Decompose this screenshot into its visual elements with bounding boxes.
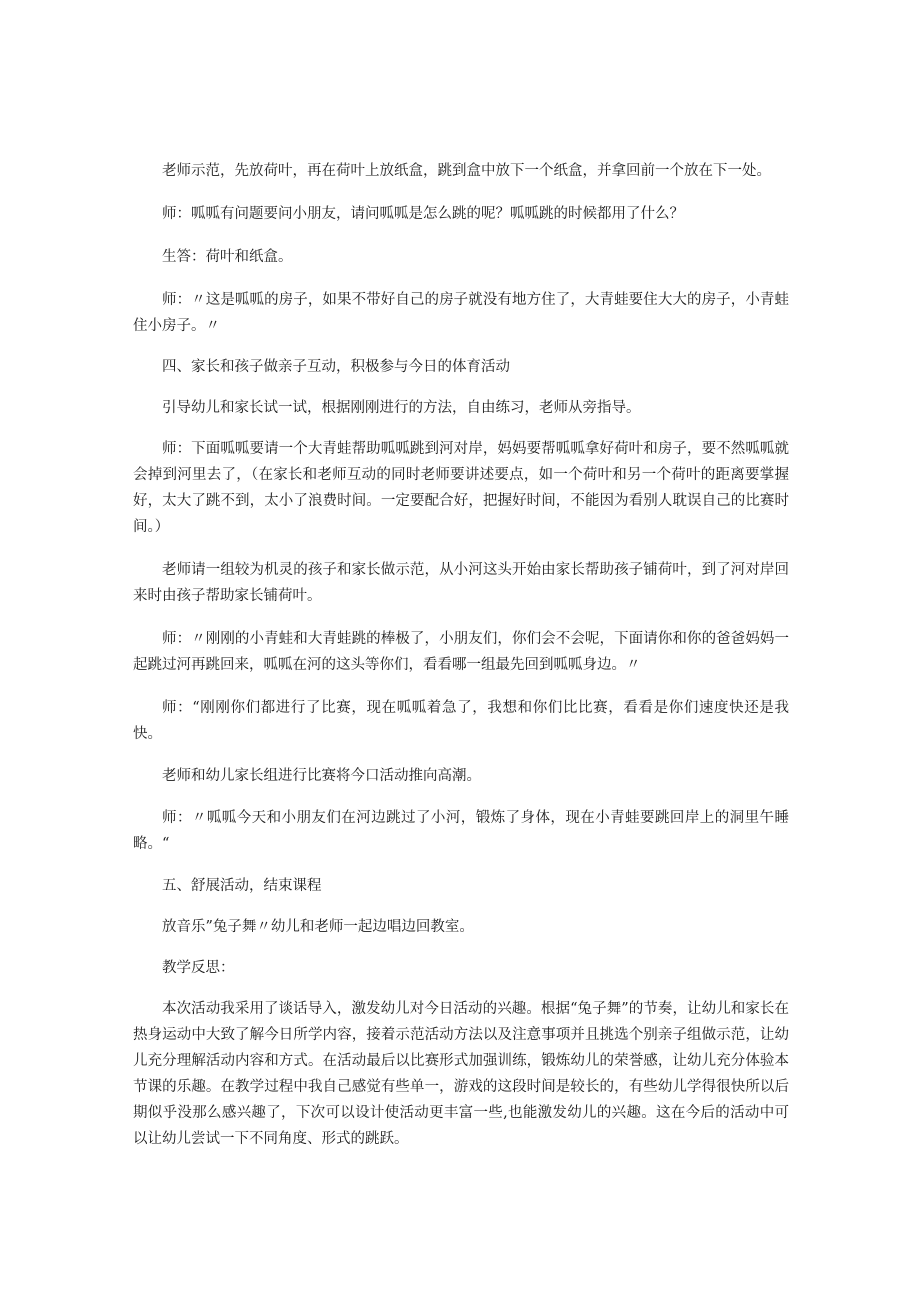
paragraph-praise: 师：〃刚刚的小青蛙和大青蛙跳的棒极了，小朋友们，你们会不会呢，下面请你和你的爸爸妈妈一起跳过河再跳回来，呱呱在河的这头等你们，看看哪一组最先回到呱呱身边。〃 <box>133 631 789 673</box>
paragraph-reflection: 本次活动我采用了谈话导入，激发幼儿对今日活动的兴趣。根据“兔子舞”的节奏，让幼儿和家长在热身运动中大致了解今日所学内容，接着示范活动方法以及注意事项并且挑选个别亲子组做示范，让幼儿充分理解活动内容和方式。在活动最后以比赛形式加强训练，锻炼幼儿的荣誉感，让幼儿充分体验本节课的乐趣。在教学过程中我自己感觉有些单一，游戏的这段时间是较长的，有些幼儿学得很快所以后期似乎没那么感兴趣了，下次可以设计使活动更丰富一些,也能激发幼儿的兴趣。这在今后的活动中可以让幼儿尝试一下不同角度、形式的跳跃。 <box>133 1001 789 1147</box>
paragraph-race: 师：“刚刚你们都进行了比赛，现在呱呱着急了，我想和你们比比赛，看看是你们速度快还是我快。 <box>133 700 789 742</box>
paragraph-demo: 老师示范，先放荷叶，再在荷叶上放纸盒，跳到盒中放下一个纸盒，并拿回前一个放在下一处。 <box>162 163 771 179</box>
paragraph-climax: 老师和幼儿家长组进行比赛将今口活动推向高潮。 <box>162 768 481 784</box>
paragraph-guide: 引导幼儿和家长试一试，根据刚刚进行的方法，自由练习，老师从旁指导。 <box>162 400 641 416</box>
heading-section-five: 五、舒展活动，结束课程 <box>162 878 322 894</box>
document-page <box>133 158 789 1152</box>
paragraph-house: 师：〃这是呱呱的房子，如果不带好自己的房子就没有地方住了，大青蛙要住大大的房子，小青蛙住小房子。〃 <box>133 292 789 334</box>
paragraph-nap: 师：〃呱呱今天和小朋友们在河边跳过了小河，锻炼了身体，现在小青蛙要跳回岸上的洞里午睡略。“ <box>133 810 789 852</box>
heading-section-four: 四、家长和孩子做亲子互动，积极参与今日的体育活动 <box>162 359 510 375</box>
paragraph-answer: 生答：荷叶和纸盒。 <box>162 249 293 265</box>
paragraph-question: 师：呱呱有问题要问小朋友，请问呱呱是怎么跳的呢？呱呱跳的时候都用了什么？ <box>162 206 684 222</box>
heading-reflection: 教学反思： <box>162 960 235 976</box>
paragraph-group-demo: 老师请一组较为机灵的孩子和家长做示范，从小河这头开始由家长帮助孩子铺荷叶，到了河对岸回来时由孩子帮助家长铺荷叶。 <box>133 562 789 604</box>
paragraph-big-frog: 师：下面呱呱要请一个大青蛙帮助呱呱跳到河对岸，妈妈要帮呱呱拿好荷叶和房子，要不然呱呱就会掉到河里去了，（在家长和老师互动的同时老师要讲述要点，如一个荷叶和另一个荷叶的距离要掌握好，太大了跳不到，太小了浪费时间。一定要配合好，把握好时间，不能因为看别人耽误自己的比赛时间。） <box>133 441 789 535</box>
paragraph-music: 放音乐”兔子舞〃幼儿和老师一起边唱边回教室。 <box>162 919 474 935</box>
